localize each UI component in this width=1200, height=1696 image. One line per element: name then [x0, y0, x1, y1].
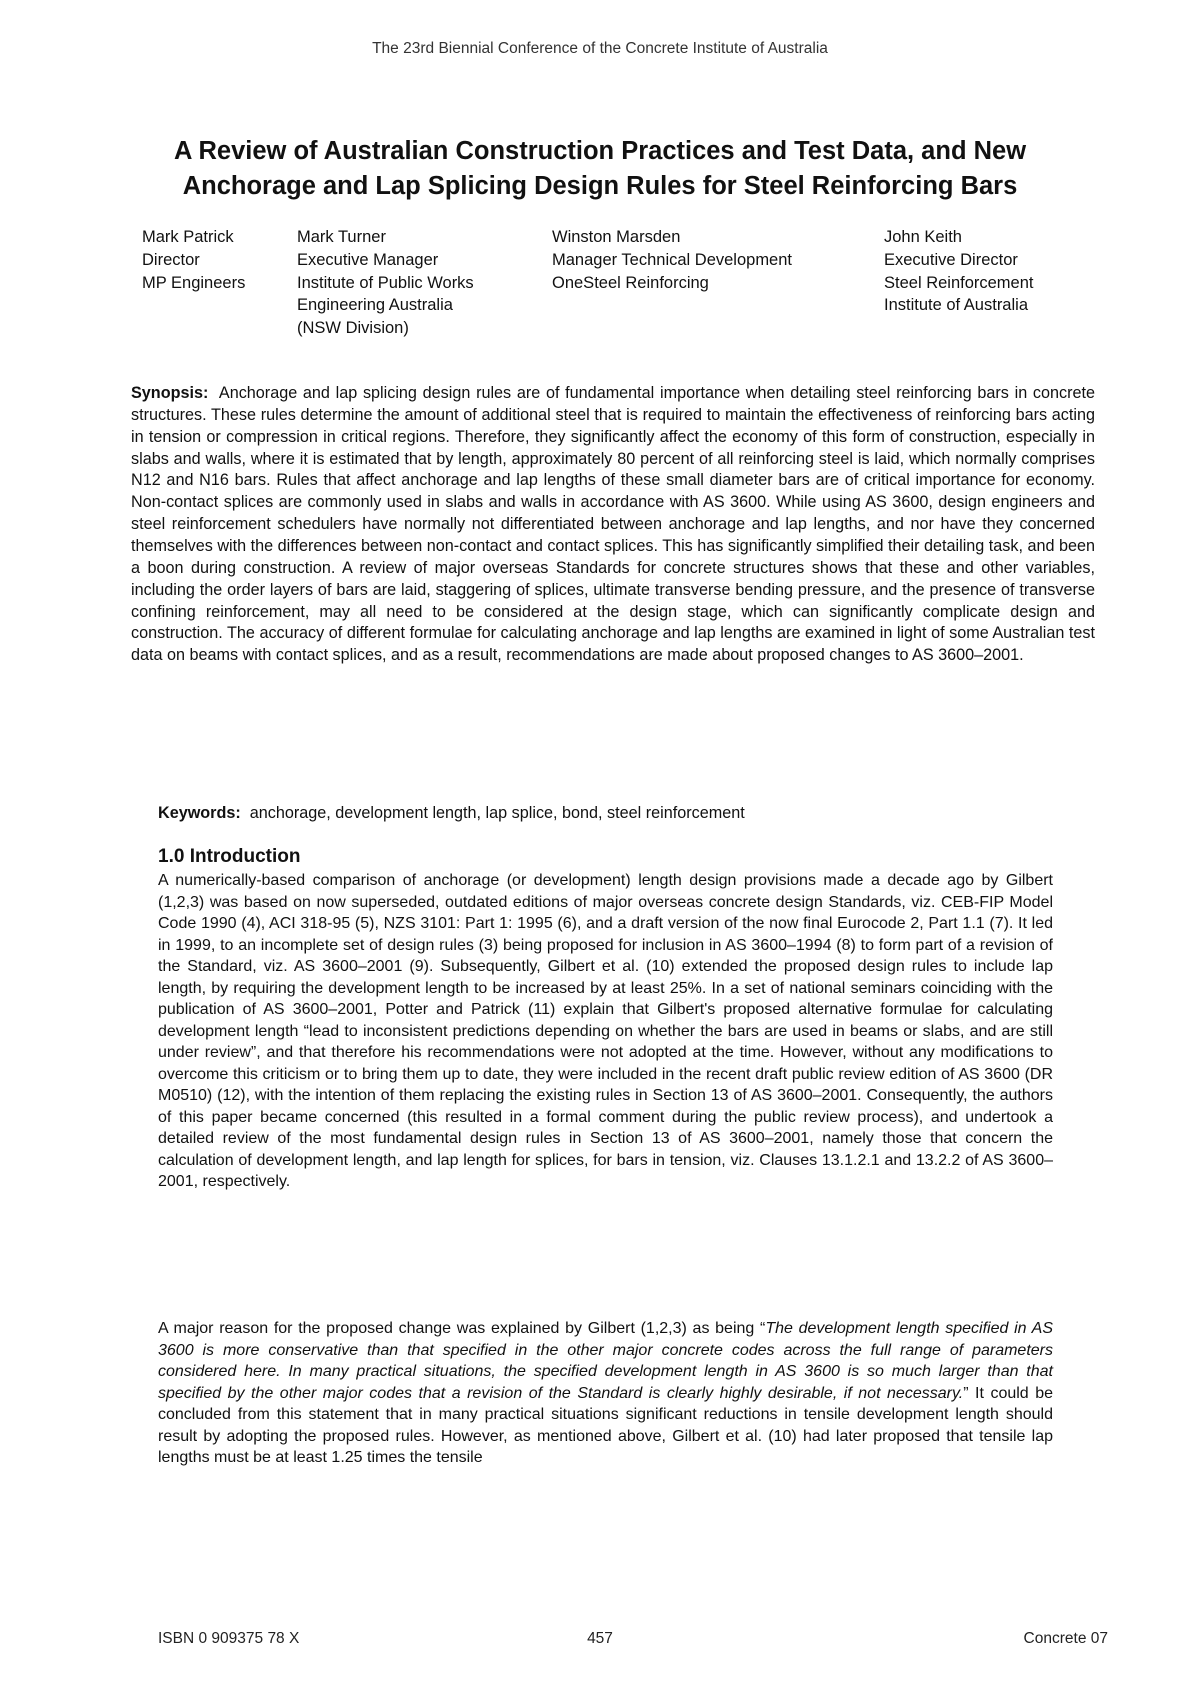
section-heading-introduction: 1.0 Introduction: [158, 846, 301, 867]
author-name: Winston Marsden: [552, 228, 681, 246]
author-affiliation-cont: Engineering Australia: [297, 296, 453, 315]
author-name: Mark Patrick: [142, 228, 234, 246]
para2-tail: ” It could be concluded from this statement that in many practical situations significant reductions in tensile development length should result by adopting the proposed rules. However, as mentioned above, Gilbert et al. (10) had later proposed that tensile lap lengths must be at least 1.25 times the tensile: [158, 1384, 1054, 1467]
author-role: Director: [142, 250, 200, 269]
para2-quote: The development length specified in AS 3600 is more conservative than that specified in the other major concrete codes across the full range of parameters considered here. In many practical situations, the specified development length in AS 3600 is so much larger than that specified by the other major codes that a revision of the Standard is clearly highly desirable, if not necessary.: [158, 1320, 1054, 1402]
title-line-2: Anchorage and Lap Splicing Design Rules for Steel Reinforcing Bars: [182, 172, 1018, 201]
author-affiliation: Institute of Public Works: [297, 273, 474, 292]
keywords: Keywords: anchorage, development length, lap splice, bond, steel reinforcement: [158, 804, 745, 822]
author-affiliation-cont: (NSW Division): [297, 319, 409, 338]
footer-conference: Concrete 07: [1023, 1630, 1108, 1647]
synopsis: Synopsis: Anchorage and lap splicing design rules are of fundamental importance when detailing steel reinforcing bars in concrete structures. These rules determine the amount of additional steel that is required to maintain the effectiveness of reinforcing bars acting in tension or compression in critical regions. Therefore, they significantly affect the economy of this form of construction, especially in slabs and walls, where it is estimated that by length, approximately 80 percent of all reinforcing steel is laid, which normally comprises N12 and N16 bars. Rules that affect anchorage and lap lengths of these small diameter bars are of critical importance for economy. Non-contact splices are commonly used in slabs and walls in accordance with AS 3600. While using AS 3600, design engineers and steel reinforcement schedulers have normally not differentiated between anchorage and lap lengths, and nor have they concerned themselves with the differences between non-contact and contact splices. This has significantly simplified their detailing task, and been a boon during construction. A review of major overseas Standards for concrete structures shows that these and other variables, including the order layers of bars are laid, staggering of splices, ultimate transverse bending pressure, and the presence of transverse confining reinforcement, may all need to be considered at the design stage, which can significantly complicate design and construction. The accuracy of different formulae for calculating anchorage and lap lengths are examined in light of some Australian test data on beams with contact splices, and as a result, recommendations are made about proposed changes to AS 3600–2001.: [131, 384, 1095, 665]
synopsis-label: Synopsis: [131, 384, 203, 402]
introduction-paragraph-1: A numerically-based comparison of anchorage (or development) length design provisions made a decade ago by Gilbert (1,2,3) was based on now superseded, outdated editions of major overseas concrete design Standards, viz. CEB-FIP Model Code 1990 (4), ACI 318-95 (5), NZS 3101: Part 1: 1995 (6), and a draft version of the now final Eurocode 2, Part 1.1 (7). It led in 1999, to an incomplete set of design rules (3) being proposed for inclusion in AS 3600–1994 (8) to form part of a revision of the Standard, viz. AS 3600–2001 (9). Subsequently, Gilbert et al. (10) extended the proposed design rules to include lap length, by requiring the development length to be increased by at least 25%. In a set of national seminars coinciding with the publication of AS 3600–2001, Potter and Patrick (11) explain that Gilbert's proposed alternative formulae for calculating development length “lead to inconsistent predictions depending on whether the bars are used in beams or slabs, and are still under review”, and that therefore his recommendations were not adopted at the time. However, without any modifications to overcome this criticism or to bring them up to date, they were included in the recent draft public review edition of AS 3600 (DR M0510) (12), with the intention of them replacing the existing rules in Section 13 of AS 3600–2001. Consequently, the authors of this paper became concerned (this resulted in a formal comment during the public review process), and undertook a detailed review of the most fundamental design rules in Section 13 of AS 3600–2001, namely those that concern the calculation of development length, and lap length for splices, for bars in tension, viz. Clauses 13.1.2.1 and 13.2.2 of AS 3600–2001, respectively.: [158, 872, 1053, 1191]
keywords-text: anchorage, development length, lap splice, bond, steel reinforcement: [249, 804, 745, 822]
author-role: Executive Manager: [297, 250, 439, 269]
paper-title: [90, 134, 1110, 204]
running-header: The 23rd Biennial Conference of the Concrete Institute of Australia: [372, 40, 828, 57]
synopsis-text: Anchorage and lap splicing design rules are of fundamental importance when detailing steel reinforcing bars in concrete structures. These rules determine the amount of additional steel that is required to maintain the effectiveness of reinforcing bars acting in tension or compression in critical regions. Therefore, they significantly affect the economy of this form of construction, especially in slabs and walls, where it is estimated that by length, approximately 80 percent of all reinforcing steel is laid, which normally comprises N12 and N16 bars. Rules that affect anchorage and lap lengths of these small diameter bars are of critical importance for economy. Non-contact splices are commonly used in slabs and walls in accordance with AS 3600. While using AS 3600, design engineers and steel reinforcement schedulers have normally not differentiated between anchorage and lap lengths, and nor have they concerned themselves with the differences between non-contact and contact splices. This has significantly simplified their detailing task, and been a boon during construction. A review of major overseas Standards for concrete structures shows that these and other variables, including the order layers of bars are laid, staggering of splices, ultimate transverse bending pressure, and the presence of transverse confining reinforcement, may all need to be considered at the design stage, which can significantly complicate design and construction. The accuracy of different formulae for calculating anchorage and lap lengths are examined in light of some Australian test data on beams with contact splices, and as a result, recommendations are made about proposed changes to AS 3600–2001.: [131, 384, 1095, 665]
author-affiliation: MP Engineers: [142, 273, 246, 292]
author-4: [884, 226, 1034, 317]
author-affiliation: Steel Reinforcement: [884, 273, 1034, 292]
page-number: 457: [587, 1630, 613, 1647]
author-role: Executive Director: [884, 250, 1018, 269]
title-line-1: A Review of Australian Construction Practices and Test Data, and New: [173, 137, 1027, 165]
keywords-label: Keywords: [158, 804, 236, 822]
author-name: John Keith: [884, 228, 962, 246]
author-role: Manager Technical Development: [552, 250, 792, 269]
introduction-paragraph-2: [158, 1318, 1053, 1469]
para2-lead: A major reason for the proposed change was explained by Gilbert (1,2,3) as being “: [158, 1320, 766, 1337]
author-name: Mark Turner: [297, 228, 386, 246]
author-2: [297, 226, 474, 340]
author-affiliation-cont: Institute of Australia: [884, 296, 1028, 315]
author-1: [142, 226, 245, 294]
author-affiliation: OneSteel Reinforcing: [552, 273, 709, 292]
author-3: [552, 226, 792, 294]
footer-isbn: ISBN 0 909375 78 X: [158, 1630, 300, 1647]
